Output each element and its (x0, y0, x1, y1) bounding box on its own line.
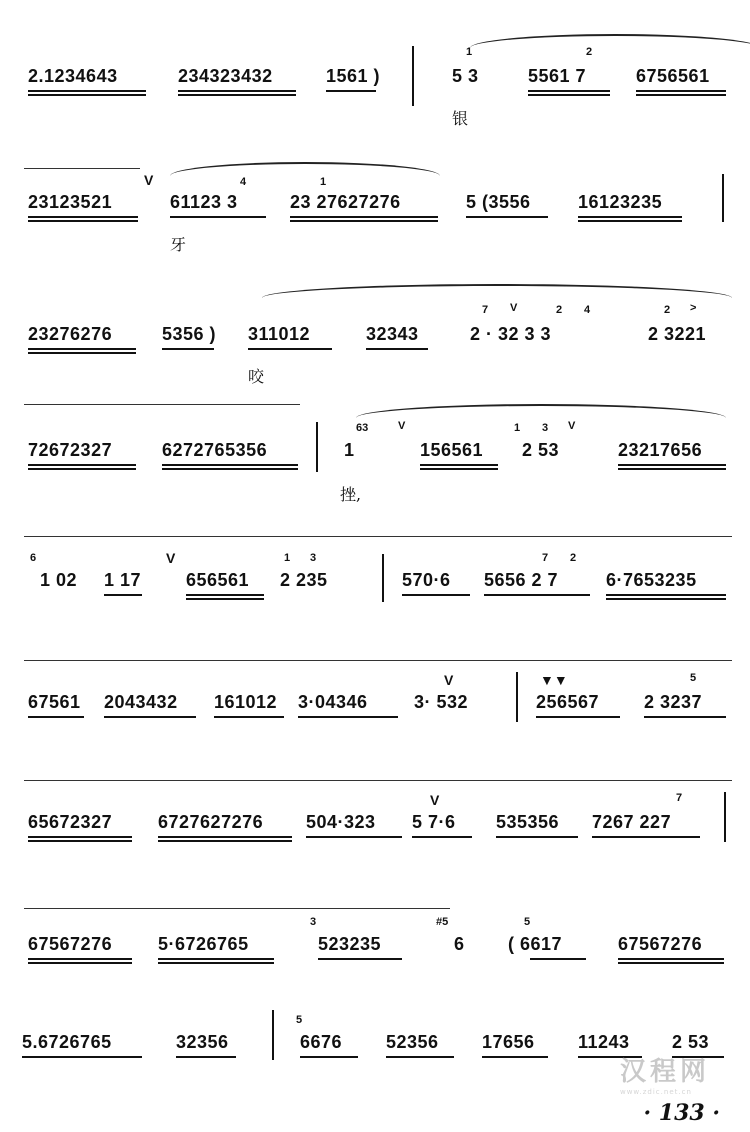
grace-note: 4 (240, 176, 247, 188)
beam (28, 468, 136, 470)
measure: 5 7·6 (412, 812, 456, 832)
measure: 156561 (420, 440, 484, 460)
grace-note: V (568, 420, 576, 432)
tie-line (24, 168, 140, 169)
grace-note: 2 (586, 46, 593, 58)
measure: 656561 (186, 570, 250, 590)
phrase-slur (262, 284, 732, 312)
beam (578, 216, 682, 218)
beam (162, 468, 298, 470)
beam (366, 348, 428, 350)
accent-mark: ▼▼ (540, 672, 568, 688)
measure: 23 27627276 (290, 192, 401, 212)
line-1 (0, 34, 750, 154)
tie-line (24, 536, 732, 537)
beam (28, 962, 132, 964)
barline (516, 672, 518, 722)
grace-note: 7 (676, 792, 683, 804)
grace-note: 6 (30, 552, 37, 564)
breath-mark: V (444, 672, 454, 688)
grace-note: 5 (296, 1014, 303, 1026)
beam (28, 840, 132, 842)
measure: 5356 ) (162, 324, 217, 344)
measure: 1561 ) (326, 66, 381, 86)
measure: 2 53 (672, 1032, 710, 1052)
tie-line (24, 908, 450, 909)
measure: 3·04346 (298, 692, 368, 712)
beam (104, 716, 196, 718)
watermark-url: www.zdic.net.cn (619, 1088, 692, 1096)
beam (290, 220, 438, 222)
line-4 (0, 400, 750, 520)
beam (644, 716, 726, 718)
measure: 5656 2 7 (484, 570, 559, 590)
grace-note: 7 (482, 304, 489, 316)
breath-mark: V (166, 550, 176, 566)
grace-note: 1 (284, 552, 291, 564)
measure: 5 3 (452, 66, 479, 86)
grace-note: 3 (310, 552, 317, 564)
measure: 2 3221 (648, 324, 707, 344)
beam (248, 348, 332, 350)
grace-note: > (690, 302, 697, 314)
measure: 67561 (28, 692, 81, 712)
grace-note: 1 (320, 176, 327, 188)
tie-line (24, 780, 732, 781)
phrase-slur (356, 404, 726, 432)
line-6 (0, 652, 750, 772)
beam (28, 352, 136, 354)
beam (420, 464, 498, 466)
measure: 6756561 (636, 66, 710, 86)
beam (402, 594, 470, 596)
measure: 67567276 (618, 934, 703, 954)
measure: 2043432 (104, 692, 178, 712)
grace-note: 3 (310, 916, 317, 928)
beam (214, 716, 284, 718)
grace-note: #5 (436, 916, 449, 928)
beam (300, 1056, 358, 1058)
measure: 1 (344, 440, 355, 460)
measure: 5 (3556 (466, 192, 531, 212)
measure: 2.1234643 (28, 66, 118, 86)
beam (618, 468, 726, 470)
measure: 17656 (482, 1032, 535, 1052)
measure: 6272765356 (162, 440, 268, 460)
tie-line (24, 404, 300, 405)
measure: 23123521 (28, 192, 113, 212)
grace-note: 2 (664, 304, 671, 316)
measure: 5.6726765 (22, 1032, 112, 1052)
measure: 2 3237 (644, 692, 703, 712)
beam (186, 598, 264, 600)
grace-note: 4 (584, 304, 591, 316)
breath-mark: V (144, 172, 154, 188)
beam (636, 90, 726, 92)
beam (290, 216, 438, 218)
measure: 1 17 (104, 570, 142, 590)
beam (176, 1056, 236, 1058)
grace-note: 1 (514, 422, 521, 434)
measure: 161012 (214, 692, 278, 712)
beam (178, 90, 296, 92)
grace-note: V (510, 302, 518, 314)
site-watermark (620, 1051, 710, 1096)
measure: 72672327 (28, 440, 113, 460)
beam (528, 90, 610, 92)
beam (178, 94, 296, 96)
grace-note: 5 (690, 672, 697, 684)
lyric: 挫, (340, 485, 362, 504)
beam (578, 220, 682, 222)
measure: 1 02 (40, 570, 78, 590)
beam (536, 716, 620, 718)
beam (162, 464, 298, 466)
beam (528, 94, 610, 96)
beam (466, 216, 548, 218)
measure: 3· 532 (414, 692, 469, 712)
barline (724, 792, 726, 842)
barline (272, 1010, 274, 1060)
grace-note: 1 (466, 46, 473, 58)
beam (326, 90, 376, 92)
measure: 67567276 (28, 934, 113, 954)
beam (530, 958, 586, 960)
measure: 52356 (386, 1032, 439, 1052)
line-3 (0, 280, 750, 400)
measure: 32356 (176, 1032, 229, 1052)
measure: ( 6617 (508, 934, 563, 954)
measure: 5·6726765 (158, 934, 249, 954)
measure: 2 · 32 3 3 (470, 324, 552, 344)
measure: 16123235 (578, 192, 663, 212)
lyric: 咬 (248, 367, 265, 386)
beam (158, 962, 274, 964)
barline (412, 46, 414, 106)
barline (722, 174, 724, 222)
beam (618, 958, 724, 960)
grace-note: 63 (356, 422, 369, 434)
beam (306, 836, 402, 838)
line-8 (0, 896, 750, 1016)
beam (28, 348, 136, 350)
grace-note: 7 (542, 552, 549, 564)
grace-note: V (398, 420, 406, 432)
measure: 256567 (536, 692, 600, 712)
beam (318, 958, 402, 960)
beam (606, 594, 726, 596)
beam (28, 464, 136, 466)
measure: 11243 (578, 1032, 630, 1052)
measure: 2 53 (522, 440, 560, 460)
beam (28, 90, 146, 92)
beam (28, 216, 138, 218)
measure: 7267 227 (592, 812, 672, 832)
beam (158, 836, 292, 838)
measure: 535356 (496, 812, 560, 832)
measure: 32343 (366, 324, 419, 344)
grace-note: 2 (556, 304, 563, 316)
beam (162, 348, 214, 350)
beam (170, 216, 266, 218)
measure: 311012 (248, 324, 311, 344)
beam (28, 716, 84, 718)
measure: 61123 3 (170, 192, 238, 212)
beam (496, 836, 578, 838)
beam (484, 594, 590, 596)
beam (592, 836, 700, 838)
tie-line (24, 660, 732, 661)
measure: 2 235 (280, 570, 328, 590)
measure: 523235 (318, 934, 382, 954)
beam (420, 468, 498, 470)
beam (412, 836, 472, 838)
line-5 (0, 528, 750, 648)
lyric: 银 (452, 109, 469, 128)
measure: 23276276 (28, 324, 113, 344)
measure: 6 (454, 934, 465, 954)
beam (28, 958, 132, 960)
beam (606, 598, 726, 600)
beam (28, 220, 138, 222)
measure: 5561 7 (528, 66, 587, 86)
phrase-slur (470, 34, 750, 62)
beam (482, 1056, 548, 1058)
phrase-slur (170, 162, 440, 190)
grace-note: 3 (542, 422, 549, 434)
beam (158, 958, 274, 960)
beam (618, 464, 726, 466)
beam (386, 1056, 454, 1058)
measure: 6676 (300, 1032, 343, 1052)
measure: 570·6 (402, 570, 451, 590)
grace-note: 2 (570, 552, 577, 564)
beam (28, 94, 146, 96)
beam (158, 840, 292, 842)
beam (636, 94, 726, 96)
beam (618, 962, 724, 964)
measure: 234323432 (178, 66, 273, 86)
breath-mark: V (430, 792, 440, 808)
barline (316, 422, 318, 472)
page-number: · 133 · (643, 1100, 720, 1126)
measure: 23217656 (618, 440, 703, 460)
measure: 6727627276 (158, 812, 264, 832)
watermark-text: 汉程网 (619, 1057, 710, 1087)
beam (22, 1056, 142, 1058)
barline (382, 554, 384, 602)
measure: 65672327 (28, 812, 113, 832)
beam (298, 716, 398, 718)
lyric: 牙 (170, 235, 187, 254)
measure: 504·323 (306, 812, 376, 832)
measure: 6·7653235 (606, 570, 697, 590)
beam (28, 836, 132, 838)
beam (186, 594, 264, 596)
grace-note: 5 (524, 916, 531, 928)
line-2 (0, 150, 750, 270)
line-7 (0, 772, 750, 892)
beam (104, 594, 142, 596)
